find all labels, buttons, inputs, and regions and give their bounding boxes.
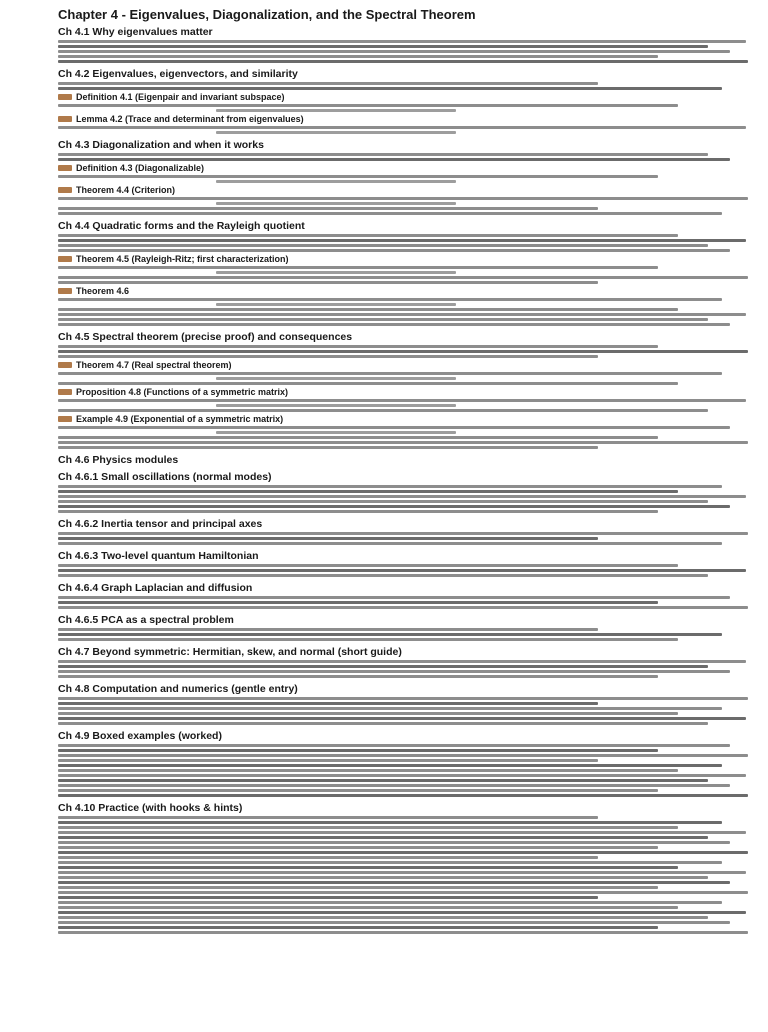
text-line (58, 308, 678, 311)
tag-icon (58, 288, 72, 294)
text-line (216, 303, 456, 306)
text-line (58, 323, 730, 326)
text-line (58, 911, 746, 914)
tag-icon (58, 94, 72, 100)
text-line (58, 542, 722, 545)
text-line (58, 207, 598, 210)
boxed-item-heading (58, 185, 752, 195)
text-line (58, 876, 708, 879)
text-line (58, 409, 708, 412)
boxed-item-heading (58, 286, 752, 296)
text-line (58, 574, 708, 577)
text-line (58, 896, 598, 899)
text-line (58, 816, 598, 819)
text-line (58, 355, 598, 358)
text-line (58, 40, 746, 43)
text-line (58, 916, 708, 919)
boxed-item-label: Theorem 4.4 (Criterion) (76, 185, 176, 195)
text-line (58, 717, 746, 720)
text-line (58, 660, 746, 663)
text-line (58, 569, 746, 572)
text-line (58, 446, 598, 449)
text-line (58, 510, 658, 513)
text-line (216, 377, 456, 380)
tag-icon (58, 187, 72, 193)
boxed-item-label: Theorem 4.6 (76, 286, 130, 296)
text-line (58, 670, 730, 673)
text-line (58, 426, 730, 429)
text-line (58, 87, 722, 90)
text-line (58, 712, 678, 715)
text-line (58, 158, 730, 161)
boxed-item-label: Proposition 4.8 (Functions of a symmetric matrix) (76, 387, 289, 397)
section-heading: Ch 4.6.2 Inertia tensor and principal axes (58, 518, 263, 530)
text-line (216, 202, 456, 205)
section-heading: Ch 4.9 Boxed examples (worked) (58, 730, 222, 742)
text-line (58, 722, 708, 725)
tag-icon (58, 416, 72, 422)
text-line (58, 175, 658, 178)
text-line (58, 821, 722, 824)
text-line (58, 212, 722, 215)
section-heading: Ch 4.6.3 Two-level quantum Hamiltonian (58, 550, 259, 562)
text-line (58, 153, 708, 156)
text-line (58, 436, 658, 439)
text-line (58, 399, 746, 402)
boxed-item-heading (58, 163, 752, 173)
text-line (58, 926, 658, 929)
boxed-item-heading (58, 114, 752, 124)
text-line (58, 921, 730, 924)
text-line (216, 431, 456, 434)
text-line (58, 490, 678, 493)
text-line (58, 628, 598, 631)
text-line (58, 866, 678, 869)
text-line (58, 45, 708, 48)
text-line (58, 126, 746, 129)
boxed-item-label: Theorem 4.5 (Rayleigh-Ritz; first characterization) (76, 254, 289, 264)
tag-icon (58, 165, 72, 171)
text-line (58, 313, 746, 316)
text-line (58, 318, 708, 321)
text-line (58, 886, 658, 889)
text-line (58, 500, 708, 503)
text-line (58, 769, 678, 772)
text-line (58, 754, 748, 757)
text-line (58, 276, 748, 279)
text-line (58, 901, 722, 904)
section-heading: Ch 4.10 Practice (with hooks & hints) (58, 802, 243, 814)
text-line (58, 104, 678, 107)
boxed-item-heading (58, 414, 752, 424)
text-line (58, 826, 678, 829)
text-line (58, 881, 730, 884)
text-line (58, 702, 598, 705)
text-line (58, 891, 748, 894)
text-line (58, 846, 658, 849)
text-line (58, 794, 748, 797)
text-line (58, 744, 730, 747)
boxed-item-label: Lemma 4.2 (Trace and determinant from eigenvalues) (76, 114, 304, 124)
boxed-item-heading (58, 387, 752, 397)
text-line (58, 197, 748, 200)
text-line (58, 596, 730, 599)
text-line (58, 234, 678, 237)
text-line (58, 601, 658, 604)
text-line (58, 266, 658, 269)
text-line (58, 633, 722, 636)
text-line (58, 298, 722, 301)
text-line (58, 345, 658, 348)
text-line (58, 779, 708, 782)
text-line (58, 82, 598, 85)
text-line (216, 404, 456, 407)
text-line (216, 180, 456, 183)
text-line (58, 382, 678, 385)
text-line (58, 789, 658, 792)
text-line (58, 50, 730, 53)
text-line (58, 606, 748, 609)
text-line (58, 784, 730, 787)
boxed-item-label: Definition 4.1 (Eigenpair and invariant subspace) (76, 92, 285, 102)
section-heading: Ch 4.6 Physics modules (58, 454, 179, 466)
boxed-item-heading (58, 92, 752, 102)
text-line (58, 239, 746, 242)
text-line (58, 774, 746, 777)
text-line (58, 749, 658, 752)
text-line (58, 55, 658, 58)
text-line (58, 372, 722, 375)
text-line (58, 485, 722, 488)
text-line (58, 707, 722, 710)
text-line (58, 764, 722, 767)
boxed-item-label: Definition 4.3 (Diagonalizable) (76, 163, 205, 173)
tag-icon (58, 362, 72, 368)
document-page (16, 8, 752, 1016)
document-body (16, 26, 752, 934)
text-line (58, 861, 722, 864)
boxed-item-label: Theorem 4.7 (Real spectral theorem) (76, 360, 232, 370)
document-title: Chapter 4 - Eigenvalues, Diagonalization, and the Spectral Theorem (58, 8, 476, 22)
text-line (58, 249, 730, 252)
section-heading: Ch 4.6.5 PCA as a spectral problem (58, 614, 234, 626)
section-heading: Ch 4.8 Computation and numerics (gentle entry) (58, 683, 298, 695)
section-heading: Ch 4.5 Spectral theorem (precise proof) and consequences (58, 331, 353, 343)
text-line (58, 856, 598, 859)
text-line (58, 350, 748, 353)
text-line (58, 697, 748, 700)
text-line (58, 665, 708, 668)
section-heading: Ch 4.6.1 Small oscillations (normal modes) (58, 471, 272, 483)
text-line (58, 532, 748, 535)
text-line (58, 537, 598, 540)
text-line (58, 759, 598, 762)
text-line (58, 60, 748, 63)
boxed-item-label: Example 4.9 (Exponential of a symmetric matrix) (76, 414, 284, 424)
text-line (58, 831, 746, 834)
text-line (58, 564, 678, 567)
boxed-item-heading (58, 254, 752, 264)
section-heading: Ch 4.7 Beyond symmetric: Hermitian, skew, and normal (short guide) (58, 646, 402, 658)
tag-icon (58, 116, 72, 122)
section-heading: Ch 4.1 Why eigenvalues matter (58, 26, 213, 38)
text-line (58, 851, 748, 854)
text-line (216, 271, 456, 274)
section-heading: Ch 4.3 Diagonalization and when it works (58, 139, 264, 151)
text-line (58, 505, 730, 508)
text-line (58, 836, 708, 839)
text-line (58, 675, 658, 678)
text-line (58, 931, 748, 934)
text-line (58, 841, 730, 844)
text-line (58, 281, 598, 284)
text-line (58, 638, 678, 641)
text-line (58, 495, 746, 498)
boxed-item-heading (58, 360, 752, 370)
text-line (216, 131, 456, 134)
text-line (58, 244, 708, 247)
text-line (58, 906, 678, 909)
text-line (58, 441, 748, 444)
section-heading: Ch 4.2 Eigenvalues, eigenvectors, and similarity (58, 68, 298, 80)
tag-icon (58, 256, 72, 262)
section-heading: Ch 4.4 Quadratic forms and the Rayleigh quotient (58, 220, 305, 232)
text-line (58, 871, 746, 874)
text-line (216, 109, 456, 112)
section-heading: Ch 4.6.4 Graph Laplacian and diffusion (58, 582, 253, 594)
tag-icon (58, 389, 72, 395)
